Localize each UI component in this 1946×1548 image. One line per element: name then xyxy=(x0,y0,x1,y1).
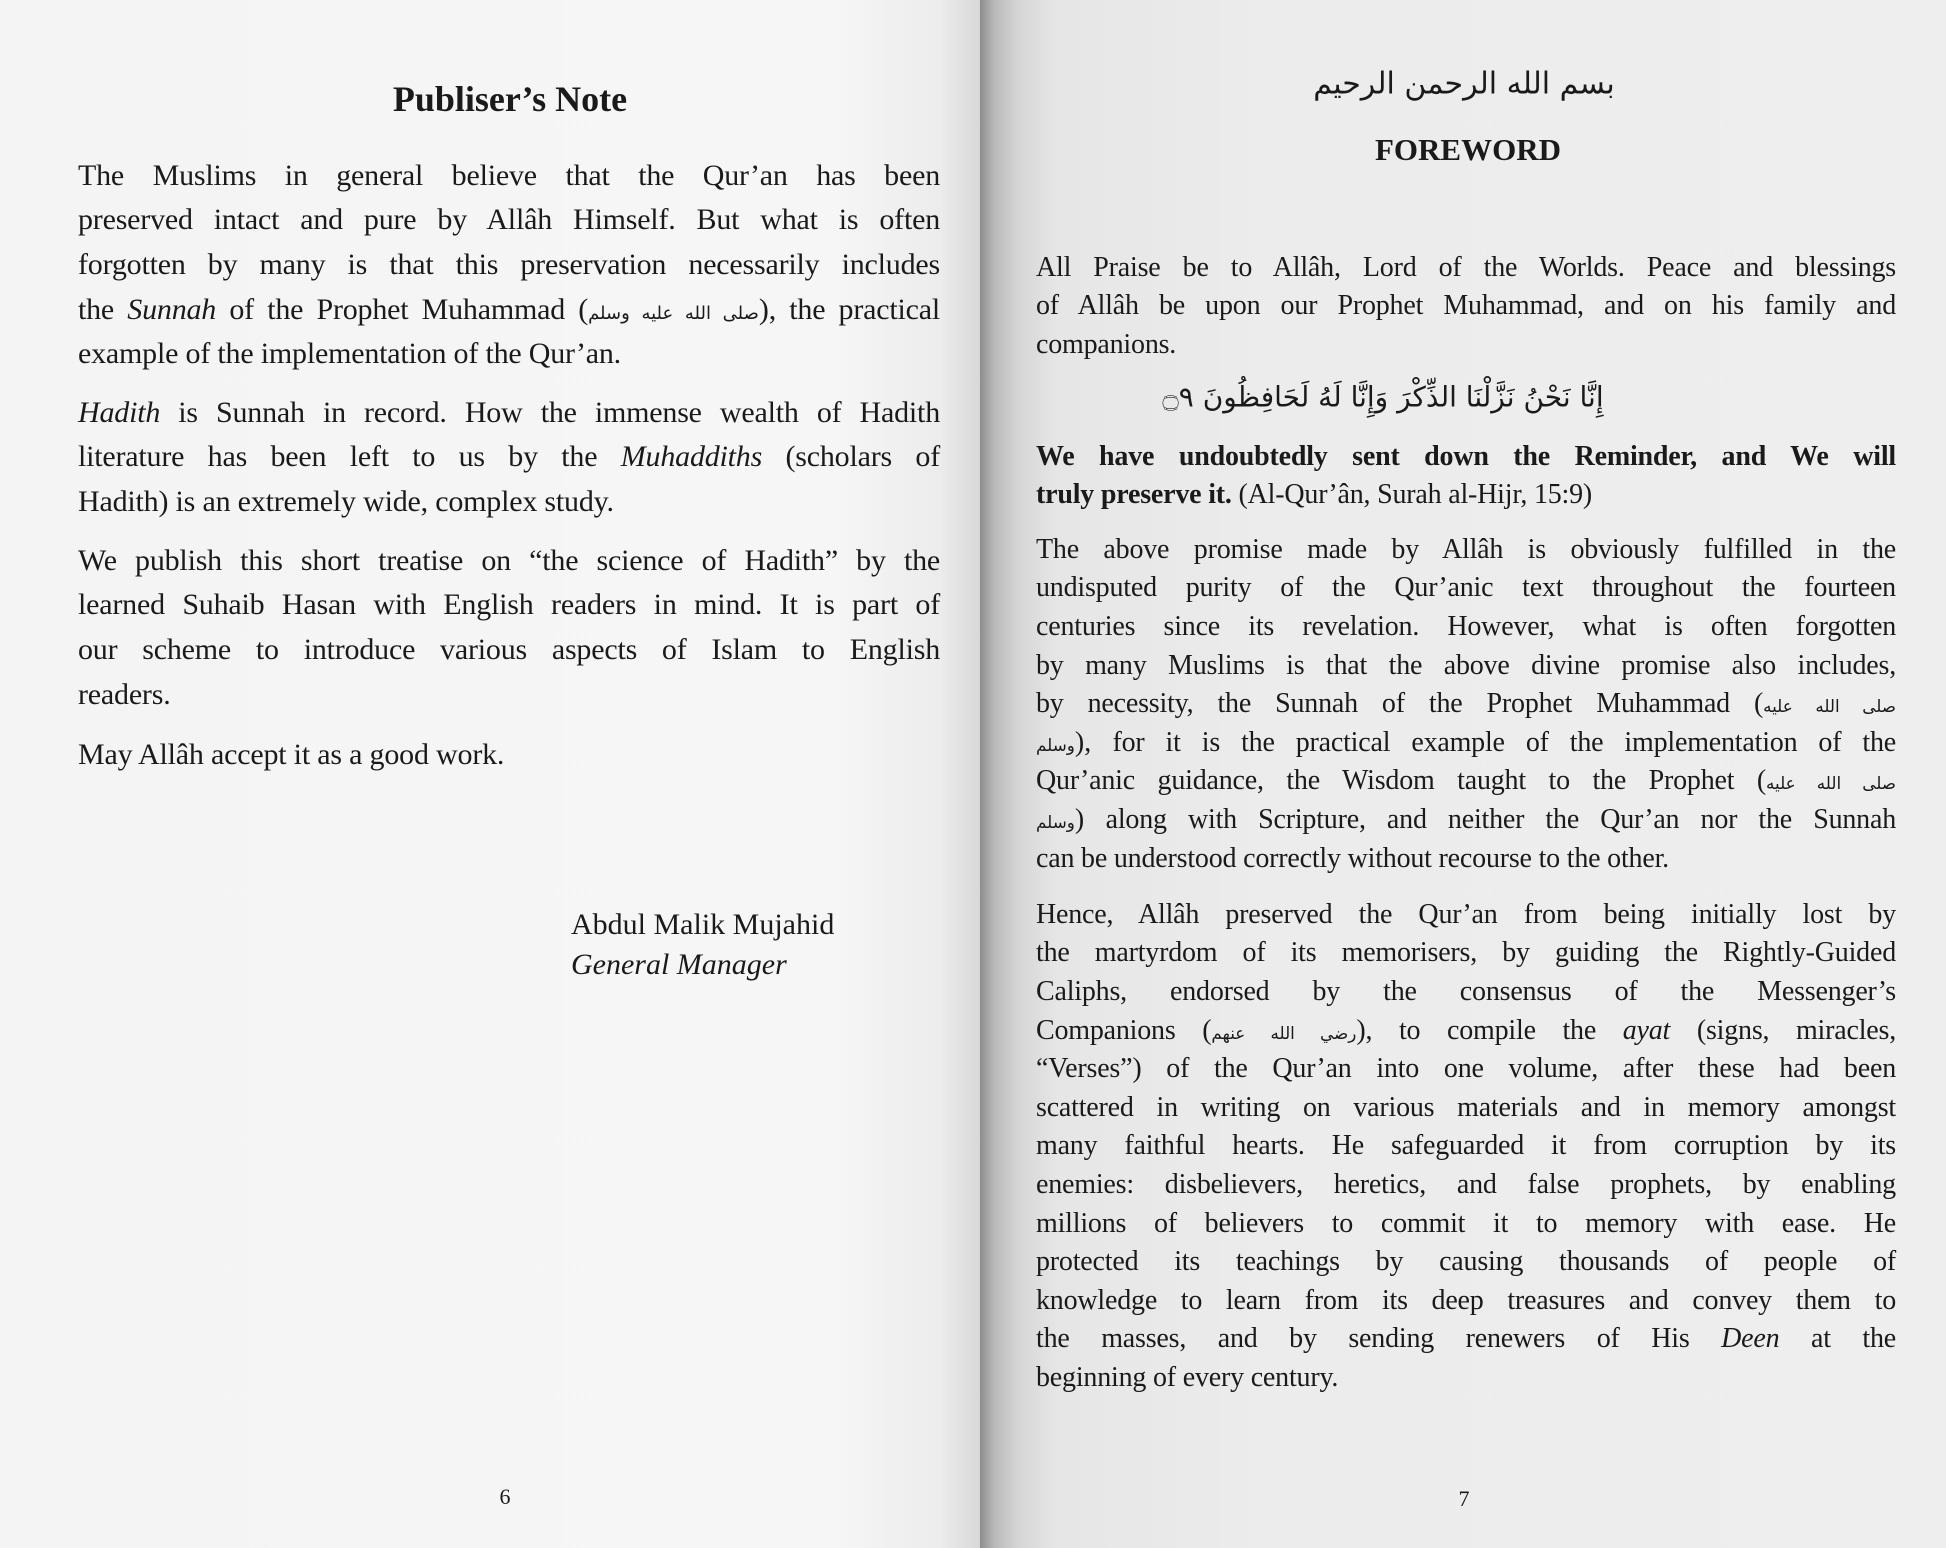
text-line: knowledge to learn from its deep treasures and convey them to xyxy=(1036,1284,1896,1316)
text-line: Hadith) is an extremely wide, complex study. xyxy=(78,485,614,519)
italic-term: Muhaddiths xyxy=(620,440,763,474)
italic-term: ayat xyxy=(1622,1014,1671,1046)
arabic-honorific: وسلم xyxy=(1036,811,1075,832)
text-line: forgotten by many is that this preservation necessarily includes xyxy=(78,248,940,282)
text-line: preserved intact and pure by Allâh Himself. But what is often xyxy=(78,203,940,237)
quran-verse: إِنَّا نَحْنُ نَزَّلْنَا الذِّكْرَ وَإِنَّا لَهُ لَحَافِظُونَ ۝٩ xyxy=(1162,380,1604,414)
text-line: can be understood correctly without recourse to the other. xyxy=(1036,842,1669,874)
text-line: the Sunnah of the Prophet Muhammad (صلى الله عليه وسلم), the practical xyxy=(78,292,941,326)
arabic-honorific: صلى الله عليه xyxy=(1766,773,1897,794)
text-line: Companions (رضي الله عنهم), to compile the ayat (signs, miracles, xyxy=(1036,1014,1897,1046)
text-line: All Praise be to Allâh, Lord of the Worlds. Peace and blessings xyxy=(1036,251,1896,283)
text-line: companions. xyxy=(1036,328,1177,360)
page-number: 7 xyxy=(1458,1486,1470,1511)
text-line: “Verses”) of the Qur’an into one volume, after these had been xyxy=(1036,1053,1896,1085)
page-title: Publiser’s Note xyxy=(392,79,628,119)
text-line: May Allâh accept it as a good work. xyxy=(78,737,505,771)
page-number: 6 xyxy=(499,1484,511,1509)
signature-name: Abdul Malik Mujahid xyxy=(571,908,835,941)
text-line: Hadith is Sunnah in record. How the immense wealth of Hadith xyxy=(78,395,940,429)
arabic-honorific: رضي الله عنهم xyxy=(1211,1022,1357,1043)
text-line: Qur’anic guidance, the Wisdom taught to the Prophet (صلى الله عليه xyxy=(1036,765,1897,797)
text-line: example of the implementation of the Qur’an. xyxy=(78,337,621,371)
text-line: protected its teachings by causing thousands of people of xyxy=(1036,1246,1896,1278)
text-line: Hence, Allâh preserved the Qur’an from being initially lost by xyxy=(1036,898,1896,930)
arabic-honorific: صلى الله عليه xyxy=(1763,696,1896,717)
text-line: centuries since its revelation. However, what is often forgotten xyxy=(1036,610,1896,642)
text-line: The above promise made by Allâh is obviously fulfilled in the xyxy=(1036,533,1896,565)
italic-term: Sunnah xyxy=(127,292,217,326)
text-line: of Allâh be upon our Prophet Muhammad, and on his family and xyxy=(1036,290,1896,322)
text-line xyxy=(1036,438,1896,477)
text-line: beginning of every century. xyxy=(1036,1361,1339,1393)
arabic-honorific: وسلم xyxy=(1036,734,1075,755)
text-line: by many Muslims is that the above divine promise also includes, xyxy=(1036,649,1896,681)
text-line: the martyrdom of its memorisers, by guiding the Rightly-Guided xyxy=(1036,937,1896,969)
text-line: literature has been left to us by the Muhaddiths (scholars of xyxy=(78,440,940,474)
right-page xyxy=(980,0,1946,1548)
text-line: We publish this short treatise on “the science of Hadith” by the xyxy=(78,543,940,577)
text-line: our scheme to introduce various aspects of Islam to English xyxy=(78,633,940,667)
text-line: وسلم) along with Scripture, and neither the Qur’an nor the Sunnah xyxy=(1036,803,1896,835)
text-line: by necessity, the Sunnah of the Prophet Muhammad (صلى الله عليه xyxy=(1036,688,1896,720)
arabic-honorific: صلى الله عليه وسلم xyxy=(588,302,759,324)
text-line: readers. xyxy=(78,677,171,711)
text-line: many faithful hearts. He safeguarded it from corruption by its xyxy=(1036,1130,1896,1162)
bold-text: truly preserve it. xyxy=(1036,479,1232,511)
text-line: learned Suhaib Hasan with English readers in mind. It is part of xyxy=(78,588,940,622)
italic-term: Deen xyxy=(1721,1323,1780,1355)
text-line: The Muslims in general believe that the Qur’an has been xyxy=(78,158,940,192)
text-line: Caliphs, endorsed by the consensus of the Messenger’s xyxy=(1036,975,1896,1007)
text-line: scattered in writing on various materials and in memory amongst xyxy=(1036,1091,1896,1123)
text-line: وسلم), for it is the practical example of the implementation of the xyxy=(1036,726,1896,758)
text-line: undisputed purity of the Qur’anic text throughout the fourteen xyxy=(1036,572,1896,604)
text-line: truly preserve it. (Al-Qur’ân, Surah al-Hijr, 15:9) xyxy=(1036,479,1593,511)
italic-term: Hadith xyxy=(78,395,161,429)
text-line: millions of believers to commit it to memory with ease. He xyxy=(1036,1207,1896,1239)
page-title: FOREWORD xyxy=(1375,132,1561,167)
text-line: enemies: disbelievers, heretics, and false prophets, by enabling xyxy=(1036,1168,1896,1200)
signature-title: General Manager xyxy=(571,948,787,981)
bismillah-calligraphy: بسم الله الرحمن الرحيم xyxy=(1313,66,1615,102)
text-line: the masses, and by sending renewers of His Deen at the xyxy=(1036,1323,1896,1355)
bold-text: We have undoubtedly sent down the Reminder, and We will xyxy=(1036,440,1896,472)
